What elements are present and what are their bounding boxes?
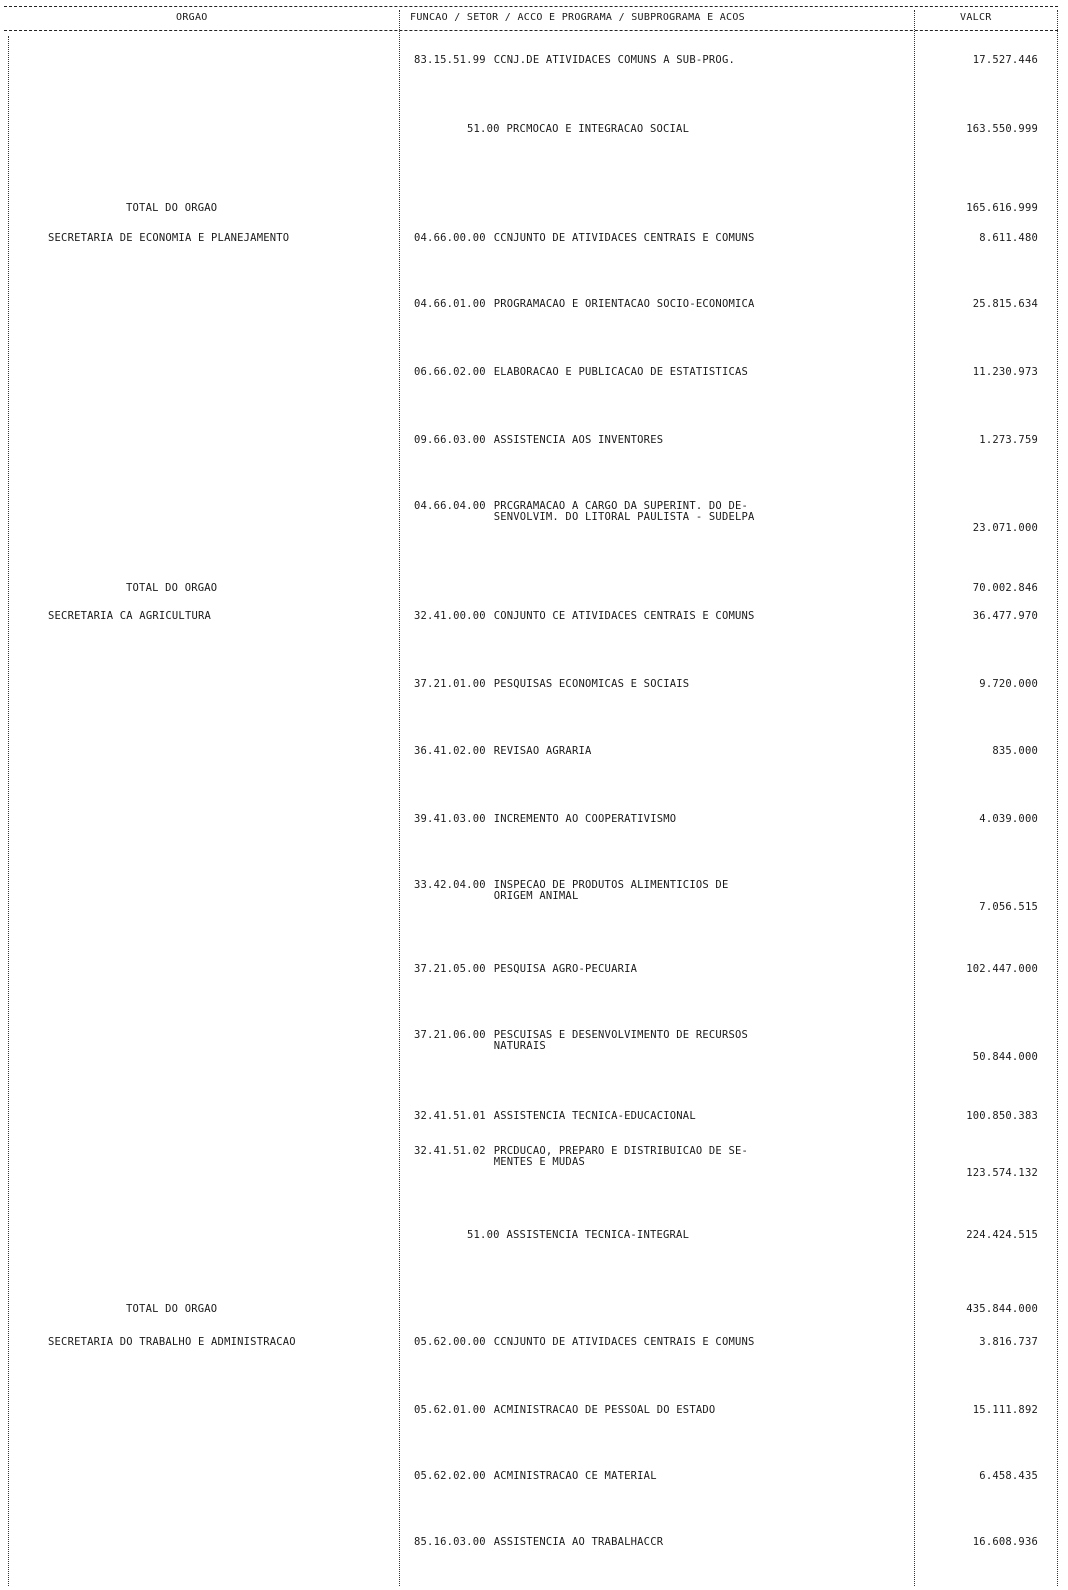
- program-description: PESCUISAS E DESENVOLVIMENTO DE RECURSOS: [493, 1029, 749, 1041]
- top-rule: [4, 6, 1058, 7]
- program-description: ELABORACAO E PUBLICACAO DE ESTATISTICAS: [493, 366, 749, 378]
- program-code: 51.00: [467, 123, 500, 135]
- row-value: 4.039.000: [979, 813, 1038, 825]
- program-description: REVISAO AGRARIA: [493, 745, 592, 757]
- program-code: 06.66.02.00: [414, 366, 486, 378]
- row-value: 835.000: [992, 745, 1038, 757]
- program-description: INCREMENTO AO COOPERATIVISMO: [493, 813, 677, 825]
- program-description: PESQUISA AGRO-PECUARIA: [493, 963, 638, 975]
- row-value: 25.815.634: [972, 298, 1038, 310]
- program-code: 37.21.01.00: [414, 678, 486, 690]
- column-divider-1: [399, 10, 400, 1586]
- row-value: 123.574.132: [966, 1167, 1038, 1179]
- program-code: 33.42.04.00: [414, 879, 486, 891]
- program-code: 09.66.03.00: [414, 434, 486, 446]
- program-description-cont: ORIGEM ANIMAL: [493, 890, 579, 902]
- program-code: 04.66.04.00: [414, 500, 486, 512]
- program-description: CONJUNTO CE ATIVIDACES CENTRAIS E COMUNS: [493, 610, 755, 622]
- total-value: 70.002.846: [972, 582, 1038, 594]
- program-description: CCNJUNTO DE ATIVIDACES CENTRAIS E COMUNS: [493, 232, 755, 244]
- program-description-cont: MENTES E MUDAS: [493, 1156, 585, 1168]
- program-description: PRCDUCAO, PREPARO E DISTRIBUICAO DE SE-: [493, 1145, 749, 1157]
- program-description: ACMINISTRACAO DE PESSOAL DO ESTADO: [493, 1404, 716, 1416]
- program-description: PESQUISAS ECONOMICAS E SOCIAIS: [493, 678, 690, 690]
- row-value: 23.071.000: [972, 522, 1038, 534]
- row-value: 1.273.759: [979, 434, 1038, 446]
- program-description: ASSISTENCIA AOS INVENTORES: [493, 434, 664, 446]
- row-value: 15.111.892: [972, 1404, 1038, 1416]
- program-code: 04.66.00.00: [414, 232, 486, 244]
- column-divider-2: [914, 10, 915, 1586]
- row-value: 8.611.480: [979, 232, 1038, 244]
- header-rule: [4, 30, 1058, 31]
- program-description: PRCGRAMACAO A CARGO DA SUPERINT. DO DE-: [493, 500, 749, 512]
- program-description-cont: SENVOLVIM. DO LITORAL PAULISTA - SUDELPA: [493, 511, 755, 523]
- row-value: 224.424.515: [966, 1229, 1038, 1241]
- row-value: 11.230.973: [972, 366, 1038, 378]
- program-description-cont: NATURAIS: [493, 1040, 546, 1052]
- total-label: TOTAL DO ORGAO: [126, 1303, 218, 1315]
- program-code: 37.21.05.00: [414, 963, 486, 975]
- program-code: 36.41.02.00: [414, 745, 486, 757]
- row-value: 17.527.446: [972, 54, 1038, 66]
- row-value: 36.477.970: [972, 610, 1038, 622]
- program-description: CCNJUNTO DE ATIVIDACES CENTRAIS E COMUNS: [493, 1336, 755, 1348]
- program-code: 04.66.01.00: [414, 298, 486, 310]
- total-value: 435.844.000: [966, 1303, 1038, 1315]
- total-label: TOTAL DO ORGAO: [126, 582, 218, 594]
- program-description: PROGRAMACAO E ORIENTACAO SOCIO-ECONOMICA: [493, 298, 755, 310]
- program-description: INSPECAO DE PRODUTOS ALIMENTICIOS DE: [493, 879, 729, 891]
- program-description: ASSISTENCIA TECNICA-INTEGRAL: [506, 1229, 690, 1241]
- program-description: PRCMOCAO E INTEGRACAO SOCIAL: [506, 123, 690, 135]
- program-code: 39.41.03.00: [414, 813, 486, 825]
- row-value: 100.850.383: [966, 1110, 1038, 1122]
- orgao-name: SECRETARIA DE ECONOMIA E PLANEJAMENTO: [48, 232, 290, 244]
- row-value: 3.816.737: [979, 1336, 1038, 1348]
- header-valor: VALCR: [960, 12, 992, 23]
- left-border: [8, 36, 9, 1586]
- row-value: 6.458.435: [979, 1470, 1038, 1482]
- program-code: 32.41.51.01: [414, 1110, 486, 1122]
- program-code: 05.62.01.00: [414, 1404, 486, 1416]
- program-code: 85.16.03.00: [414, 1536, 486, 1548]
- orgao-name: SECRETARIA DO TRABALHO E ADMINISTRACAO: [48, 1336, 296, 1348]
- program-code: 05.62.02.00: [414, 1470, 486, 1482]
- program-code: 32.41.51.02: [414, 1145, 486, 1157]
- right-border: [1057, 10, 1058, 1586]
- total-label: TOTAL DO ORGAO: [126, 202, 218, 214]
- header-orgao: ORGAO: [176, 12, 208, 23]
- row-value: 50.844.000: [972, 1051, 1038, 1063]
- header-funcao: FUNCAO / SETOR / ACCO E PROGRAMA / SUBPROGRAMA E ACOS: [410, 12, 745, 23]
- row-value: 16.608.936: [972, 1536, 1038, 1548]
- program-description: ASSISTENCIA AO TRABALHACCR: [493, 1536, 664, 1548]
- row-value: 7.056.515: [979, 901, 1038, 913]
- total-value: 165.616.999: [966, 202, 1038, 214]
- program-code: 51.00: [467, 1229, 500, 1241]
- program-code: 05.62.00.00: [414, 1336, 486, 1348]
- row-value: 9.720.000: [979, 678, 1038, 690]
- orgao-name: SECRETARIA CA AGRICULTURA: [48, 610, 212, 622]
- row-value: 102.447.000: [966, 963, 1038, 975]
- program-code: 32.41.00.00: [414, 610, 486, 622]
- program-description: CCNJ.DE ATIVIDACES COMUNS A SUB-PROG.: [493, 54, 735, 66]
- program-description: ASSISTENCIA TECNICA-EDUCACIONAL: [493, 1110, 696, 1122]
- program-code: 83.15.51.99: [414, 54, 486, 66]
- program-description: ACMINISTRACAO CE MATERIAL: [493, 1470, 657, 1482]
- row-value: 163.550.999: [966, 123, 1038, 135]
- program-code: 37.21.06.00: [414, 1029, 486, 1041]
